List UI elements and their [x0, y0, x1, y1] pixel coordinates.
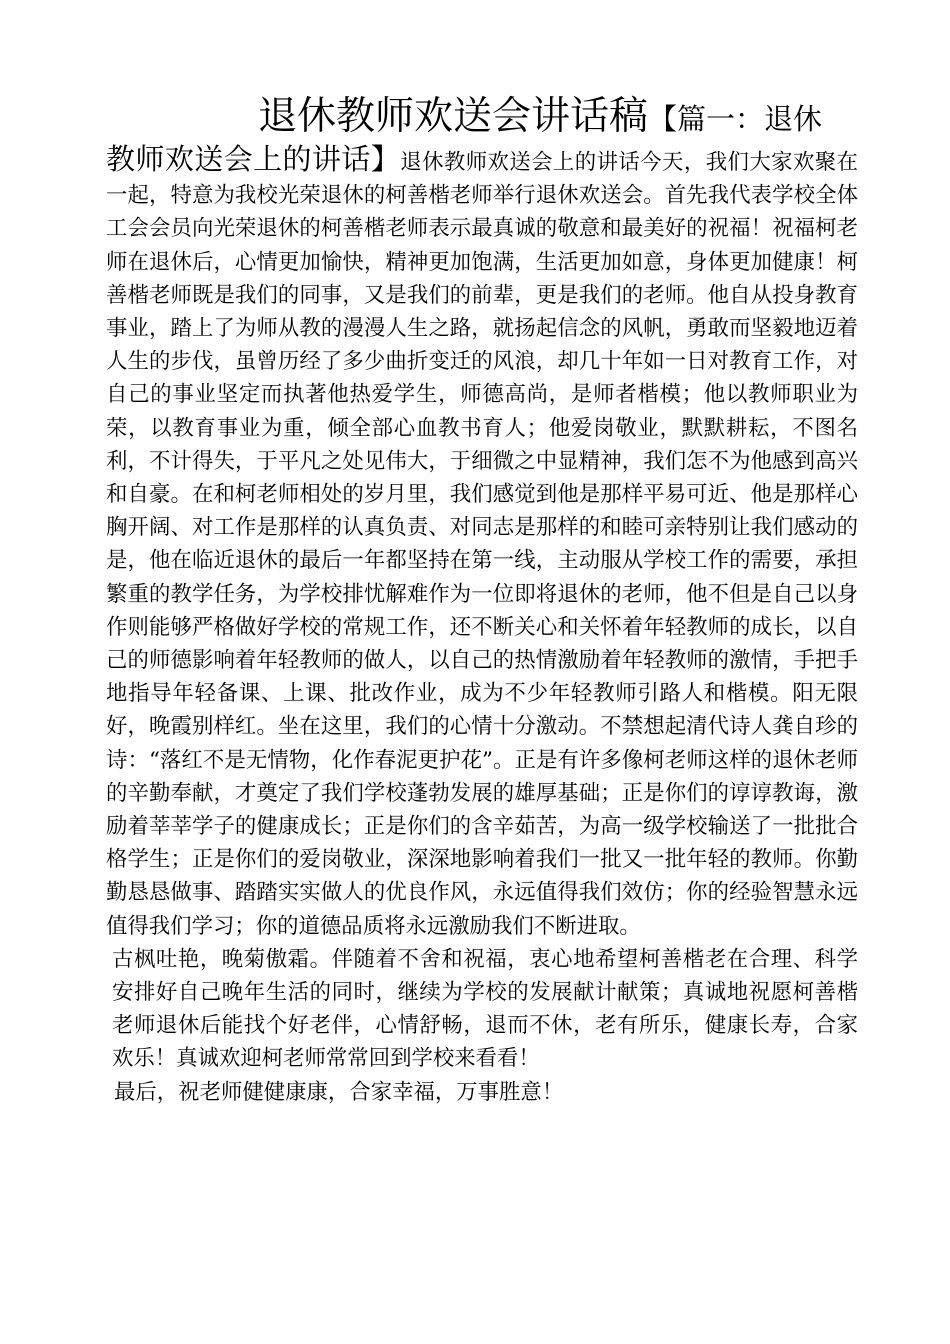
title-main: 退休教师欢送会讲话稿	[258, 94, 649, 139]
paragraph-1-text: 退休教师欢送会上的讲话今天，我们大家欢聚在一起，特意为我校光荣退休的柯善楷老师举行退休欢送会。首先我代表学校全体工会会员向光荣退休的柯善楷老师表示最真诚的敬意和最美好的祝福！祝福柯老师在退休后，心情更加愉快，精神更加饱满，生活更加如意，身体更加健康！柯善楷老师既是我们的同事，又是我们的前辈，更是我们的老师。他自从投身教育事业，踏上了为师从教的漫漫人生之路，就扬起信念的风帆，勇敢而坚毅地迈着人生的步伐，虽曾历经了多少曲折变迁的风浪，却几十年如一日对教育工作，对自己的事业坚定而执著他热爱学生，师德高尚，是师者楷模；他以教师职业为荣，以教育事业为重，倾全部心血教书育人；他爱岗敬业，默默耕耘，不图名利，不计得失，于平凡之处见伟大，于细微之中显精神，我们怎不为他感到高兴和自豪。在和柯老师相处的岁月里，我们感觉到他是那样平易可近、他是那样心胸开阔、对工作是那样的认真负责、对同志是那样的和睦可亲特别让我们感动的是，他在临近退休的最后一年都坚持在第一线，主动服从学校工作的需要，承担繁重的教学任务，为学校排忧解难作为一位即将退休的老师，他不但是自己以身作则能够严格做好学校的常规工作，还不断关心和关怀着年轻教师的成长，以自己的师德影响着年轻教师的做人，以自己的热情激励着年轻教师的激情，手把手地指导年轻备课、上课、批改作业，成为不少年轻教师引路人和楷模。阳无限好，晚霞别样红。坐在这里，我们的心情十分激动。不禁想起清代诗人龚自珍的诗：“落红不是无情物，化作春泥更护花”。正是有许多像柯老师这样的退休老师的辛勤奉献，才奠定了我们学校蓬勃发展的雄厚基础；正是你们的谆谆教诲，激励着莘莘学子的健康成长；正是你们的含辛茹苦，为高一级学校输送了一批批合格学生；正是你们的爱岗敬业，深深地影响着我们一批又一批年轻的教师。你勤勤恳恳做事、踏踏实实做人的优良作风，永远值得我们效仿；你的经验智慧永远值得我们学习；你的道德品质将永远激励我们不断进取。	[106, 150, 858, 939]
title-sub-part2: 教师欢送会上的讲话】	[106, 142, 401, 176]
document-page	[106, 95, 858, 1109]
paragraph-1	[106, 143, 858, 943]
document-title	[106, 95, 858, 141]
paragraph-2: 古枫吐艳，晚菊傲霜。伴随着不舍和祝福，衷心地希望柯善楷老在合理、科学安排好自己晚年生活的同时，继续为学校的发展献计献策；真诚地祝愿柯善楷老师退休后能找个好老伴，心情舒畅，退而不休，老有所乐，健康长寿，合家欢乐！真诚欢迎柯老师常常回到学校来看看！	[112, 946, 858, 1072]
title-sub-part1: 【篇一：退休	[648, 102, 823, 136]
paragraph-3: 最后，祝老师健健康康，合家幸福，万事胜意！	[114, 1079, 564, 1105]
